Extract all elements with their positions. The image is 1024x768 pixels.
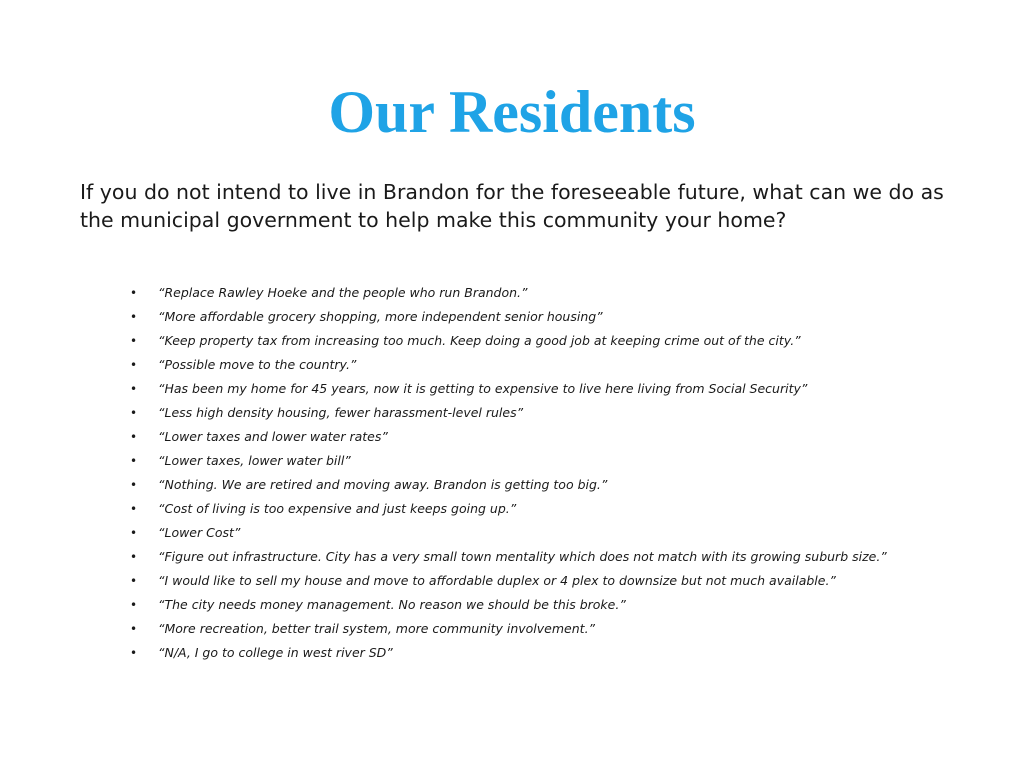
bullet-icon: • (130, 478, 138, 492)
response-item (130, 617, 990, 641)
bullet-icon: • (130, 286, 138, 300)
response-item (130, 593, 990, 617)
bullet-icon: • (130, 574, 138, 588)
response-list (130, 281, 990, 665)
response-item (130, 329, 990, 353)
response-item (130, 545, 990, 569)
response-text: “Has been my home for 45 years, now it is getting to expensive to live here living from Social Security” (158, 381, 808, 396)
bullet-icon: • (130, 358, 138, 372)
response-text: “I would like to sell my house and move to affordable duplex or 4 plex to downsize but not much available.” (158, 573, 836, 588)
bullet-icon: • (130, 334, 138, 348)
response-text: “Lower taxes, lower water bill” (158, 453, 351, 468)
bullet-icon: • (130, 310, 138, 324)
bullet-icon: • (130, 622, 138, 636)
bullet-icon: • (130, 430, 138, 444)
response-text: “Figure out infrastructure. City has a very small town mentality which does not match with its growing suburb size.” (158, 549, 887, 564)
bullet-icon: • (130, 454, 138, 468)
bullet-icon: • (130, 502, 138, 516)
response-item (130, 401, 990, 425)
response-item (130, 449, 990, 473)
response-text: “More affordable grocery shopping, more independent senior housing” (158, 309, 603, 324)
response-text: “Lower Cost” (158, 525, 241, 540)
response-item (130, 305, 990, 329)
response-text: “Less high density housing, fewer harassment-level rules” (158, 405, 524, 420)
response-text: “Replace Rawley Hoeke and the people who run Brandon.” (158, 285, 528, 300)
response-text: “More recreation, better trail system, more community involvement.” (158, 621, 596, 636)
slide-title: Our Residents (328, 79, 696, 145)
response-text: “Cost of living is too expensive and just keeps going up.” (158, 501, 517, 516)
response-item (130, 281, 990, 305)
bullet-icon: • (130, 550, 138, 564)
response-item (130, 425, 990, 449)
bullet-icon: • (130, 646, 138, 660)
response-text: “Lower taxes and lower water rates” (158, 429, 388, 444)
bullet-icon: • (130, 526, 138, 540)
response-text: “Possible move to the country.” (158, 357, 357, 372)
response-item (130, 353, 990, 377)
response-item (130, 641, 990, 665)
response-text: “Keep property tax from increasing too much. Keep doing a good job at keeping crime out of the city.” (158, 333, 801, 348)
survey-question: If you do not intend to live in Brandon for the foreseeable future, what can we do as the municipal government to help make this community your home? (80, 180, 944, 232)
bullet-icon: • (130, 406, 138, 420)
bullet-icon: • (130, 598, 138, 612)
response-item (130, 497, 990, 521)
response-text: “N/A, I go to college in west river SD” (158, 645, 393, 660)
response-item (130, 521, 990, 545)
response-text: “The city needs money management. No reason we should be this broke.” (158, 597, 626, 612)
bullet-icon: • (130, 382, 138, 396)
response-item (130, 569, 990, 593)
response-item (130, 473, 990, 497)
response-item (130, 377, 990, 401)
response-text: “Nothing. We are retired and moving away. Brandon is getting too big.” (158, 477, 608, 492)
